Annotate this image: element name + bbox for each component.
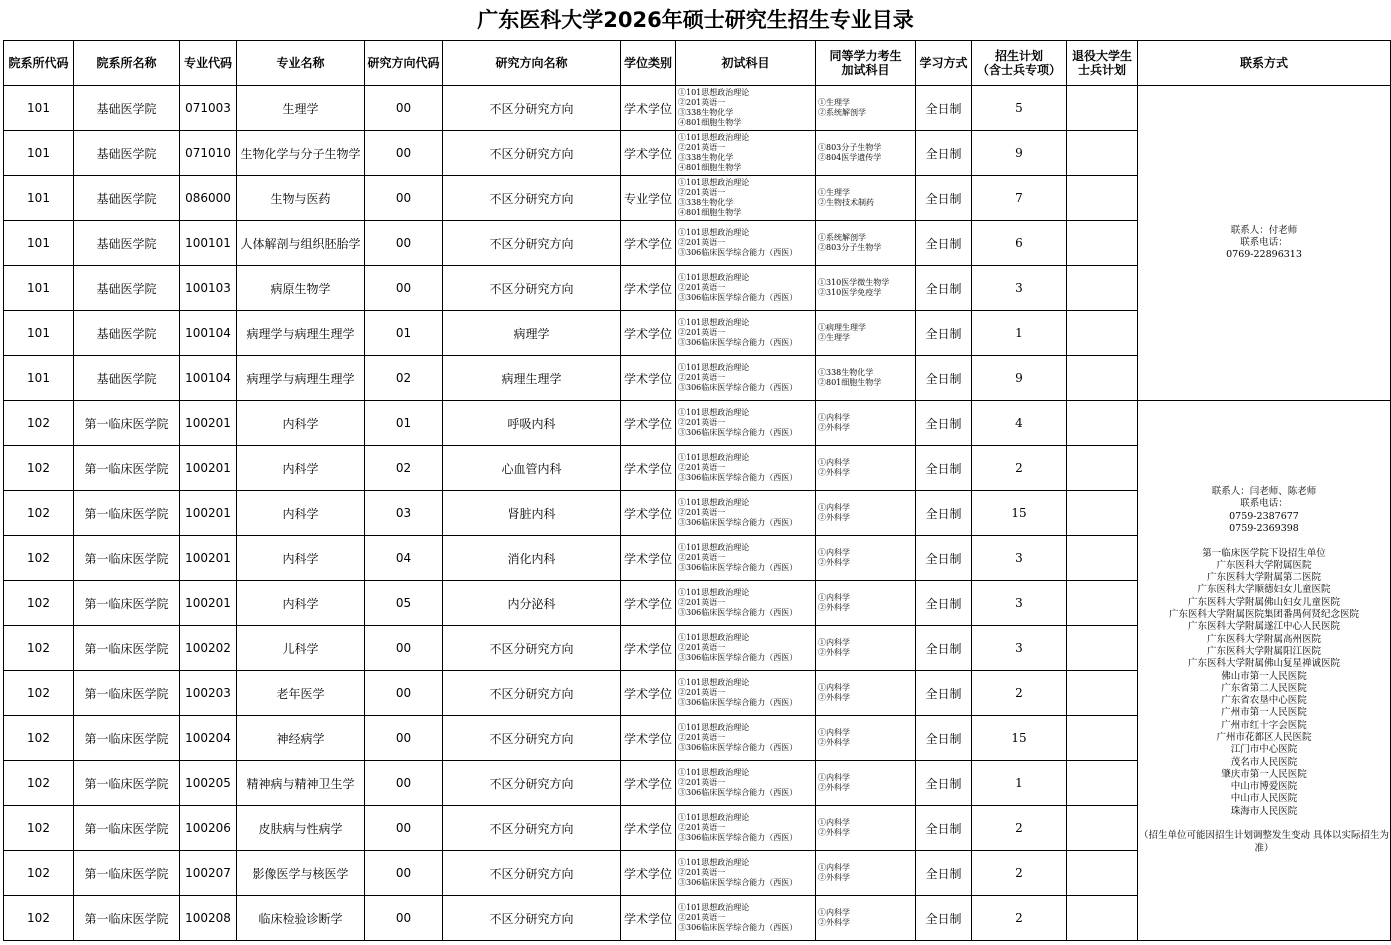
direction-name-cell: 消化内科	[443, 536, 621, 581]
veteran-plan-cell	[1067, 716, 1138, 761]
enroll-plan-cell: 15	[972, 716, 1067, 761]
extra-subjects-cell: ①生理学 ②生物技术制药	[816, 176, 916, 221]
extra-subjects-cell: ①内科学 ②外科学	[816, 536, 916, 581]
direction-code-header: 研究方向代码	[365, 41, 443, 86]
major-name-cell: 内科学	[237, 401, 365, 446]
exam-subjects-cell: ①101思想政治理论 ②201英语一 ③306临床医学综合能力（西医）	[676, 446, 816, 491]
major-code-cell: 100201	[180, 581, 237, 626]
dept-name-cell: 第一临床医学院	[74, 446, 180, 491]
dept-name-cell: 第一临床医学院	[74, 761, 180, 806]
dept-name-cell: 基础医学院	[74, 356, 180, 401]
extra-subjects-cell: ①系统解剖学 ②803分子生物学	[816, 221, 916, 266]
study-mode-cell: 全日制	[916, 761, 972, 806]
direction-name-cell: 肾脏内科	[443, 491, 621, 536]
direction-code-cell: 00	[365, 716, 443, 761]
degree-type-cell: 学术学位	[621, 761, 676, 806]
dept-name-cell: 第一临床医学院	[74, 581, 180, 626]
exam-subjects-cell: ①101思想政治理论 ②201英语一 ③306临床医学综合能力（西医）	[676, 581, 816, 626]
catalog-table	[3, 40, 1391, 941]
veteran-plan-cell	[1067, 806, 1138, 851]
enroll-plan-cell: 3	[972, 626, 1067, 671]
direction-code-cell: 00	[365, 626, 443, 671]
header-row	[4, 41, 1391, 86]
dept-code-cell: 102	[4, 491, 74, 536]
major-name-cell: 皮肤病与性病学	[237, 806, 365, 851]
direction-code-cell: 00	[365, 806, 443, 851]
degree-type-cell: 学术学位	[621, 356, 676, 401]
extra-subjects-cell: ①803分子生物学 ②804医学遗传学	[816, 131, 916, 176]
major-code-cell: 100201	[180, 536, 237, 581]
direction-name-cell: 呼吸内科	[443, 401, 621, 446]
direction-code-cell: 00	[365, 176, 443, 221]
major-code-cell: 100207	[180, 851, 237, 896]
dept-code-cell: 102	[4, 536, 74, 581]
dept-code-cell: 101	[4, 86, 74, 131]
dept-code-cell: 102	[4, 671, 74, 716]
enroll-plan-cell: 9	[972, 131, 1067, 176]
extra-subjects-cell: ①病理生理学 ②生理学	[816, 311, 916, 356]
exam-subjects-header: 初试科目	[676, 41, 816, 86]
dept-code-cell: 102	[4, 896, 74, 941]
dept-name-cell: 第一临床医学院	[74, 626, 180, 671]
enroll-plan-cell: 9	[972, 356, 1067, 401]
major-name-cell: 人体解剖与组织胚胎学	[237, 221, 365, 266]
study-mode-cell: 全日制	[916, 851, 972, 896]
direction-code-cell: 00	[365, 131, 443, 176]
major-name-cell: 内科学	[237, 536, 365, 581]
direction-code-cell: 05	[365, 581, 443, 626]
enroll-plan-cell: 1	[972, 761, 1067, 806]
extra-subjects-cell: ①内科学 ②外科学	[816, 401, 916, 446]
degree-type-cell: 学术学位	[621, 86, 676, 131]
exam-subjects-cell: ①101思想政治理论 ②201英语一 ③306临床医学综合能力（西医）	[676, 536, 816, 581]
dept-name-cell: 第一临床医学院	[74, 896, 180, 941]
major-code-cell: 071010	[180, 131, 237, 176]
contact-basic-medicine: 联系人：付老师 联系电话： 0769-22896313	[1138, 86, 1391, 401]
enroll-plan-cell: 1	[972, 311, 1067, 356]
direction-code-cell: 02	[365, 446, 443, 491]
dept-code-cell: 101	[4, 356, 74, 401]
extra-subjects-cell: ①内科学 ②外科学	[816, 581, 916, 626]
major-code-cell: 100201	[180, 491, 237, 536]
extra-subjects-cell: ①内科学 ②外科学	[816, 851, 916, 896]
direction-name-cell: 不区分研究方向	[443, 176, 621, 221]
direction-name-cell: 不区分研究方向	[443, 851, 621, 896]
major-code-cell: 071003	[180, 86, 237, 131]
dept-code-cell: 102	[4, 581, 74, 626]
dept-name-cell: 第一临床医学院	[74, 671, 180, 716]
major-name-cell: 老年医学	[237, 671, 365, 716]
study-mode-cell: 全日制	[916, 266, 972, 311]
study-mode-cell: 全日制	[916, 536, 972, 581]
enroll-plan-cell: 15	[972, 491, 1067, 536]
direction-name-cell: 病理生理学	[443, 356, 621, 401]
dept-code-cell: 102	[4, 851, 74, 896]
veteran-plan-cell	[1067, 86, 1138, 131]
direction-name-cell: 不区分研究方向	[443, 626, 621, 671]
major-name-cell: 内科学	[237, 446, 365, 491]
exam-subjects-cell: ①101思想政治理论 ②201英语一 ③306临床医学综合能力（西医）	[676, 221, 816, 266]
study-mode-cell: 全日制	[916, 491, 972, 536]
exam-subjects-cell: ①101思想政治理论 ②201英语一 ③306临床医学综合能力（西医）	[676, 266, 816, 311]
dept-code-cell: 101	[4, 131, 74, 176]
degree-type-cell: 学术学位	[621, 401, 676, 446]
exam-subjects-cell: ①101思想政治理论 ②201英语一 ③306临床医学综合能力（西医）	[676, 311, 816, 356]
exam-subjects-cell: ①101思想政治理论 ②201英语一 ③338生物化学 ④801细胞生物学	[676, 86, 816, 131]
study-mode-cell: 全日制	[916, 401, 972, 446]
degree-type-cell: 学术学位	[621, 311, 676, 356]
exam-subjects-cell: ①101思想政治理论 ②201英语一 ③306临床医学综合能力（西医）	[676, 671, 816, 716]
extra-subjects-cell: ①内科学 ②外科学	[816, 491, 916, 536]
major-code-cell: 100104	[180, 311, 237, 356]
study-mode-cell: 全日制	[916, 311, 972, 356]
study-mode-cell: 全日制	[916, 806, 972, 851]
veteran-plan-cell	[1067, 131, 1138, 176]
major-name-cell: 病原生物学	[237, 266, 365, 311]
direction-name-cell: 不区分研究方向	[443, 266, 621, 311]
exam-subjects-cell: ①101思想政治理论 ②201英语一 ③338生物化学 ④801细胞生物学	[676, 131, 816, 176]
extra-subjects-cell: ①内科学 ②外科学	[816, 671, 916, 716]
direction-name-cell: 不区分研究方向	[443, 716, 621, 761]
degree-type-cell: 学术学位	[621, 716, 676, 761]
enroll-plan-cell: 2	[972, 446, 1067, 491]
page-title: 广东医科大学2026年硕士研究生招生专业目录	[477, 8, 914, 32]
direction-name-header: 研究方向名称	[443, 41, 621, 86]
degree-type-cell: 学术学位	[621, 131, 676, 176]
enroll-plan-cell: 2	[972, 851, 1067, 896]
direction-code-cell: 00	[365, 266, 443, 311]
veteran-plan-cell	[1067, 896, 1138, 941]
major-name-cell: 生理学	[237, 86, 365, 131]
study-mode-cell: 全日制	[916, 446, 972, 491]
direction-code-cell: 01	[365, 311, 443, 356]
dept-code-cell: 102	[4, 806, 74, 851]
direction-code-cell: 04	[365, 536, 443, 581]
degree-type-cell: 学术学位	[621, 491, 676, 536]
direction-name-cell: 不区分研究方向	[443, 761, 621, 806]
enroll-plan-cell: 3	[972, 581, 1067, 626]
dept-name-header: 院系所名称	[74, 41, 180, 86]
major-name-cell: 内科学	[237, 581, 365, 626]
degree-type-header: 学位类别	[621, 41, 676, 86]
study-mode-cell: 全日制	[916, 581, 972, 626]
major-name-cell: 神经病学	[237, 716, 365, 761]
degree-type-cell: 学术学位	[621, 896, 676, 941]
direction-name-cell: 内分泌科	[443, 581, 621, 626]
extra-subjects-cell: ①内科学 ②外科学	[816, 896, 916, 941]
major-name-cell: 病理学与病理生理学	[237, 311, 365, 356]
study-mode-cell: 全日制	[916, 131, 972, 176]
dept-name-cell: 第一临床医学院	[74, 536, 180, 581]
major-code-cell: 100203	[180, 671, 237, 716]
enroll-plan-cell: 2	[972, 806, 1067, 851]
enroll-plan-cell: 4	[972, 401, 1067, 446]
dept-name-cell: 基础医学院	[74, 86, 180, 131]
major-name-cell: 儿科学	[237, 626, 365, 671]
direction-code-cell: 00	[365, 761, 443, 806]
table-row	[4, 401, 1391, 446]
dept-code-cell: 101	[4, 176, 74, 221]
major-code-cell: 100205	[180, 761, 237, 806]
veteran-plan-cell	[1067, 491, 1138, 536]
enroll-plan-cell: 3	[972, 536, 1067, 581]
degree-type-cell: 学术学位	[621, 626, 676, 671]
major-name-cell: 生物与医药	[237, 176, 365, 221]
exam-subjects-cell: ①101思想政治理论 ②201英语一 ③306临床医学综合能力（西医）	[676, 851, 816, 896]
study-mode-cell: 全日制	[916, 356, 972, 401]
dept-code-cell: 102	[4, 401, 74, 446]
study-mode-cell: 全日制	[916, 716, 972, 761]
dept-code-cell: 101	[4, 221, 74, 266]
exam-subjects-cell: ①101思想政治理论 ②201英语一 ③306临床医学综合能力（西医）	[676, 356, 816, 401]
study-mode-cell: 全日制	[916, 896, 972, 941]
veteran-plan-cell	[1067, 761, 1138, 806]
direction-code-cell: 03	[365, 491, 443, 536]
direction-name-cell: 不区分研究方向	[443, 671, 621, 716]
exam-subjects-cell: ①101思想政治理论 ②201英语一 ③306临床医学综合能力（西医）	[676, 806, 816, 851]
degree-type-cell: 学术学位	[621, 851, 676, 896]
veteran-plan-cell	[1067, 626, 1138, 671]
degree-type-cell: 学术学位	[621, 806, 676, 851]
exam-subjects-cell: ①101思想政治理论 ②201英语一 ③306临床医学综合能力（西医）	[676, 896, 816, 941]
dept-code-cell: 102	[4, 761, 74, 806]
dept-code-cell: 102	[4, 446, 74, 491]
enroll-plan-cell: 6	[972, 221, 1067, 266]
degree-type-cell: 学术学位	[621, 221, 676, 266]
veteran-plan-cell	[1067, 536, 1138, 581]
exam-subjects-cell: ①101思想政治理论 ②201英语一 ③338生物化学 ④801细胞生物学	[676, 176, 816, 221]
veteran-plan-cell	[1067, 356, 1138, 401]
direction-name-cell: 不区分研究方向	[443, 86, 621, 131]
major-name-cell: 临床检验诊断学	[237, 896, 365, 941]
dept-name-cell: 基础医学院	[74, 131, 180, 176]
dept-name-cell: 基础医学院	[74, 266, 180, 311]
degree-type-cell: 学术学位	[621, 446, 676, 491]
major-code-cell: 100201	[180, 401, 237, 446]
direction-code-cell: 00	[365, 86, 443, 131]
direction-code-cell: 02	[365, 356, 443, 401]
study-mode-cell: 全日制	[916, 221, 972, 266]
enroll-plan-cell: 2	[972, 896, 1067, 941]
extra-subjects-cell: ①内科学 ②外科学	[816, 761, 916, 806]
table-row	[4, 86, 1391, 131]
dept-code-header: 院系所代码	[4, 41, 74, 86]
enroll-plan-header: 招生计划 （含士兵专项）	[972, 41, 1067, 86]
enroll-plan-cell: 7	[972, 176, 1067, 221]
major-code-cell: 100206	[180, 806, 237, 851]
extra-subjects-cell: ①338生物化学 ②801细胞生物学	[816, 356, 916, 401]
extra-subjects-cell: ①内科学 ②外科学	[816, 446, 916, 491]
veteran-plan-cell	[1067, 671, 1138, 716]
dept-code-cell: 101	[4, 266, 74, 311]
major-code-cell: 100103	[180, 266, 237, 311]
dept-name-cell: 基础医学院	[74, 311, 180, 356]
major-name-cell: 影像医学与核医学	[237, 851, 365, 896]
veteran-plan-cell	[1067, 176, 1138, 221]
study-mode-cell: 全日制	[916, 86, 972, 131]
major-code-cell: 100101	[180, 221, 237, 266]
major-code-cell: 100208	[180, 896, 237, 941]
direction-name-cell: 心血管内科	[443, 446, 621, 491]
enroll-plan-cell: 2	[972, 671, 1067, 716]
veteran-plan-cell	[1067, 221, 1138, 266]
veteran-plan-cell	[1067, 401, 1138, 446]
major-name-cell: 精神病与精神卫生学	[237, 761, 365, 806]
major-name-header: 专业名称	[237, 41, 365, 86]
extra-subjects-cell: ①内科学 ②外科学	[816, 806, 916, 851]
major-name-cell: 病理学与病理生理学	[237, 356, 365, 401]
direction-code-cell: 00	[365, 671, 443, 716]
dept-name-cell: 第一临床医学院	[74, 851, 180, 896]
enroll-plan-cell: 5	[972, 86, 1067, 131]
major-code-cell: 086000	[180, 176, 237, 221]
study-mode-cell: 全日制	[916, 176, 972, 221]
study-mode-cell: 全日制	[916, 626, 972, 671]
degree-type-cell: 学术学位	[621, 581, 676, 626]
direction-name-cell: 不区分研究方向	[443, 806, 621, 851]
direction-code-cell: 00	[365, 851, 443, 896]
extra-subjects-header: 同等学力考生 加试科目	[816, 41, 916, 86]
degree-type-cell: 专业学位	[621, 176, 676, 221]
dept-code-cell: 102	[4, 716, 74, 761]
contact-header: 联系方式	[1138, 41, 1391, 86]
veteran-plan-cell	[1067, 266, 1138, 311]
dept-name-cell: 第一临床医学院	[74, 806, 180, 851]
enroll-plan-cell: 3	[972, 266, 1067, 311]
major-code-cell: 100202	[180, 626, 237, 671]
extra-subjects-cell: ①生理学 ②系统解剖学	[816, 86, 916, 131]
major-code-cell: 100201	[180, 446, 237, 491]
veteran-plan-cell	[1067, 581, 1138, 626]
veteran-plan-cell	[1067, 311, 1138, 356]
dept-code-cell: 102	[4, 626, 74, 671]
study-mode-header: 学习方式	[916, 41, 972, 86]
extra-subjects-cell: ①内科学 ②外科学	[816, 716, 916, 761]
extra-subjects-cell: ①310医学微生物学 ②310医学免疫学	[816, 266, 916, 311]
veteran-plan-cell	[1067, 446, 1138, 491]
exam-subjects-cell: ①101思想政治理论 ②201英语一 ③306临床医学综合能力（西医）	[676, 491, 816, 536]
dept-name-cell: 第一临床医学院	[74, 491, 180, 536]
direction-name-cell: 不区分研究方向	[443, 896, 621, 941]
degree-type-cell: 学术学位	[621, 536, 676, 581]
veteran-plan-cell	[1067, 851, 1138, 896]
exam-subjects-cell: ①101思想政治理论 ②201英语一 ③306临床医学综合能力（西医）	[676, 401, 816, 446]
veteran-plan-header: 退役大学生 士兵计划	[1067, 41, 1138, 86]
dept-name-cell: 基础医学院	[74, 221, 180, 266]
direction-code-cell: 00	[365, 221, 443, 266]
direction-name-cell: 病理学	[443, 311, 621, 356]
exam-subjects-cell: ①101思想政治理论 ②201英语一 ③306临床医学综合能力（西医）	[676, 761, 816, 806]
dept-name-cell: 基础医学院	[74, 176, 180, 221]
study-mode-cell: 全日制	[916, 671, 972, 716]
degree-type-cell: 学术学位	[621, 671, 676, 716]
dept-name-cell: 第一临床医学院	[74, 716, 180, 761]
major-code-header: 专业代码	[180, 41, 237, 86]
major-name-cell: 生物化学与分子生物学	[237, 131, 365, 176]
major-code-cell: 100104	[180, 356, 237, 401]
direction-code-cell: 00	[365, 896, 443, 941]
exam-subjects-cell: ①101思想政治理论 ②201英语一 ③306临床医学综合能力（西医）	[676, 626, 816, 671]
direction-code-cell: 01	[365, 401, 443, 446]
major-code-cell: 100204	[180, 716, 237, 761]
extra-subjects-cell: ①内科学 ②外科学	[816, 626, 916, 671]
exam-subjects-cell: ①101思想政治理论 ②201英语一 ③306临床医学综合能力（西医）	[676, 716, 816, 761]
contact-first-clinical: 联系人：闫老师、陈老师 联系电话： 0759-2387677 0759-2369398 第一临床医学院下设招生单位 广东医科大学附属医院 广东医科大学附属第二医院 广东医科大学顺德妇女儿童医院 广东医科大学附属佛山妇女儿童医院 广东医科大学附属医院集团番禺何贤纪念医院 广东医科大学附属遂江中心人民医院 广东医科大学附属高州医院 广东医科大学附属阳江医院 广东医科大学附属佛山复星禅诚医院 佛山市第一人民医院 广东省第二人民医院 广东省农垦中心医院 广州市第一人民医院 广州市红十字会医院 广州市花都区人民医院 江门市中心医院 茂名市人民医院 肇庆市第一人民医院 中山市博爱医院 中山市人民医院 珠海市人民医院 （招生单位可能因招生计划调整发生变动 具体以实际招生为准）	[1138, 401, 1391, 941]
dept-code-cell: 101	[4, 311, 74, 356]
degree-type-cell: 学术学位	[621, 266, 676, 311]
major-name-cell: 内科学	[237, 491, 365, 536]
direction-name-cell: 不区分研究方向	[443, 221, 621, 266]
direction-name-cell: 不区分研究方向	[443, 131, 621, 176]
dept-name-cell: 第一临床医学院	[74, 401, 180, 446]
